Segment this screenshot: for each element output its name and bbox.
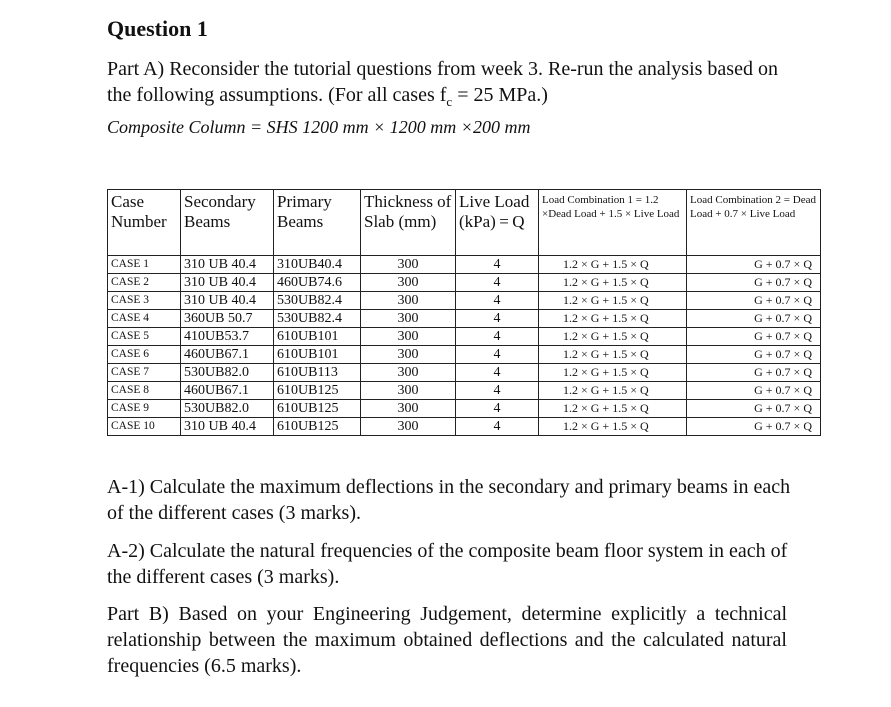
cell-combo1: 1.2 × G + 1.5 × Q bbox=[539, 310, 687, 328]
cell-live: 4 bbox=[456, 364, 539, 382]
cell-combo2: G + 0.7 × Q bbox=[687, 256, 821, 274]
cell-secondary: 310 UB 40.4 bbox=[181, 274, 274, 292]
cell-thickness: 300 bbox=[361, 310, 456, 328]
header-combo2: Load Combination 2 = Dead Load + 0.7 × Live Load bbox=[687, 190, 821, 256]
cell-combo2: G + 0.7 × Q bbox=[687, 400, 821, 418]
table-row bbox=[108, 310, 821, 328]
cell-secondary: 310 UB 40.4 bbox=[181, 292, 274, 310]
cell-thickness: 300 bbox=[361, 382, 456, 400]
header-combo1: Load Combination 1 = 1.2 ×Dead Load + 1.5 × Live Load bbox=[539, 190, 687, 256]
question-a1: A-1) Calculate the maximum deflections in the secondary and primary beams in each of the different cases (3 marks). bbox=[107, 476, 791, 524]
cell-case: CASE 3 bbox=[108, 292, 181, 310]
table-row bbox=[108, 256, 821, 274]
cell-thickness: 300 bbox=[361, 346, 456, 364]
header-primary: Primary Beams bbox=[274, 190, 361, 256]
cell-live: 4 bbox=[456, 400, 539, 418]
cell-live: 4 bbox=[456, 310, 539, 328]
cell-primary: 610UB101 bbox=[274, 346, 361, 364]
cell-primary: 610UB125 bbox=[274, 418, 361, 436]
cell-combo1: 1.2 × G + 1.5 × Q bbox=[539, 292, 687, 310]
cell-case: CASE 7 bbox=[108, 364, 181, 382]
cell-primary: 610UB125 bbox=[274, 400, 361, 418]
table-header-row bbox=[108, 190, 821, 256]
cell-secondary: 360UB 50.7 bbox=[181, 310, 274, 328]
cell-secondary: 310 UB 40.4 bbox=[181, 418, 274, 436]
question-title: Question 1 bbox=[107, 16, 208, 41]
cell-case: CASE 6 bbox=[108, 346, 181, 364]
cell-combo2: G + 0.7 × Q bbox=[687, 346, 821, 364]
cell-combo1: 1.2 × G + 1.5 × Q bbox=[539, 400, 687, 418]
cell-combo2: G + 0.7 × Q bbox=[687, 274, 821, 292]
cell-combo2: G + 0.7 × Q bbox=[687, 328, 821, 346]
cell-combo1: 1.2 × G + 1.5 × Q bbox=[539, 364, 687, 382]
cell-combo1: 1.2 × G + 1.5 × Q bbox=[539, 328, 687, 346]
cell-thickness: 300 bbox=[361, 400, 456, 418]
cell-thickness: 300 bbox=[361, 292, 456, 310]
cell-combo1: 1.2 × G + 1.5 × Q bbox=[539, 382, 687, 400]
table-row bbox=[108, 364, 821, 382]
cell-case: CASE 8 bbox=[108, 382, 181, 400]
cell-combo1: 1.2 × G + 1.5 × Q bbox=[539, 256, 687, 274]
cell-thickness: 300 bbox=[361, 418, 456, 436]
cell-case: CASE 5 bbox=[108, 328, 181, 346]
table-row bbox=[108, 328, 821, 346]
cell-live: 4 bbox=[456, 328, 539, 346]
cell-primary: 530UB82.4 bbox=[274, 292, 361, 310]
header-secondary: Secondary Beams bbox=[181, 190, 274, 256]
cell-secondary: 460UB67.1 bbox=[181, 346, 274, 364]
cell-combo2: G + 0.7 × Q bbox=[687, 292, 821, 310]
table-row bbox=[108, 292, 821, 310]
cell-secondary: 530UB82.0 bbox=[181, 364, 274, 382]
cell-case: CASE 1 bbox=[108, 256, 181, 274]
cell-secondary: 460UB67.1 bbox=[181, 382, 274, 400]
cell-thickness: 300 bbox=[361, 274, 456, 292]
table-row bbox=[108, 346, 821, 364]
table-row bbox=[108, 418, 821, 436]
cell-combo1: 1.2 × G + 1.5 × Q bbox=[539, 274, 687, 292]
cell-combo1: 1.2 × G + 1.5 × Q bbox=[539, 346, 687, 364]
header-case: Case Number bbox=[108, 190, 181, 256]
table-row bbox=[108, 400, 821, 418]
cell-primary: 610UB113 bbox=[274, 364, 361, 382]
question-a2: A-2) Calculate the natural frequencies of the composite beam floor system in each of the different cases (3 marks). bbox=[107, 540, 788, 588]
cell-primary: 460UB74.6 bbox=[274, 274, 361, 292]
cell-combo2: G + 0.7 × Q bbox=[687, 364, 821, 382]
header-thickness: Thickness of Slab (mm) bbox=[361, 190, 456, 256]
cell-live: 4 bbox=[456, 274, 539, 292]
part-a-main: Part A) Reconsider the tutorial questions from week 3. Re-run the analysis based on the following assumptions. (For all cases f bbox=[107, 58, 778, 106]
cell-live: 4 bbox=[456, 292, 539, 310]
cell-primary: 530UB82.4 bbox=[274, 310, 361, 328]
cell-primary: 610UB125 bbox=[274, 382, 361, 400]
cell-thickness: 300 bbox=[361, 364, 456, 382]
cell-thickness: 300 bbox=[361, 256, 456, 274]
cell-primary: 310UB40.4 bbox=[274, 256, 361, 274]
cell-case: CASE 4 bbox=[108, 310, 181, 328]
cell-secondary: 310 UB 40.4 bbox=[181, 256, 274, 274]
table-row bbox=[108, 382, 821, 400]
part-a-text bbox=[107, 56, 807, 115]
cell-live: 4 bbox=[456, 346, 539, 364]
cases-table bbox=[107, 189, 821, 436]
cell-live: 4 bbox=[456, 418, 539, 436]
cell-combo2: G + 0.7 × Q bbox=[687, 382, 821, 400]
cell-live: 4 bbox=[456, 256, 539, 274]
cell-combo2: G + 0.7 × Q bbox=[687, 310, 821, 328]
cell-combo1: 1.2 × G + 1.5 × Q bbox=[539, 418, 687, 436]
composite-column-spec: Composite Column = SHS 1200 mm × 1200 mm ×200 mm bbox=[107, 117, 531, 137]
cell-secondary: 410UB53.7 bbox=[181, 328, 274, 346]
cell-thickness: 300 bbox=[361, 328, 456, 346]
part-b-text: Part B) Based on your Engineering Judgement, determine explicitly a technical relationship between the maximum obtained deflections and the calculated natural frequencies (6.5 marks). bbox=[107, 603, 787, 677]
cell-case: CASE 2 bbox=[108, 274, 181, 292]
cell-primary: 610UB101 bbox=[274, 328, 361, 346]
header-live: Live Load (kPa) = Q bbox=[456, 190, 539, 256]
cell-case: CASE 9 bbox=[108, 400, 181, 418]
table-row bbox=[108, 274, 821, 292]
part-a-subscript: c bbox=[446, 94, 453, 109]
cell-live: 4 bbox=[456, 382, 539, 400]
cell-secondary: 530UB82.0 bbox=[181, 400, 274, 418]
part-a-end: = 25 MPa.) bbox=[452, 84, 548, 106]
cell-combo2: G + 0.7 × Q bbox=[687, 418, 821, 436]
cell-case: CASE 10 bbox=[108, 418, 181, 436]
